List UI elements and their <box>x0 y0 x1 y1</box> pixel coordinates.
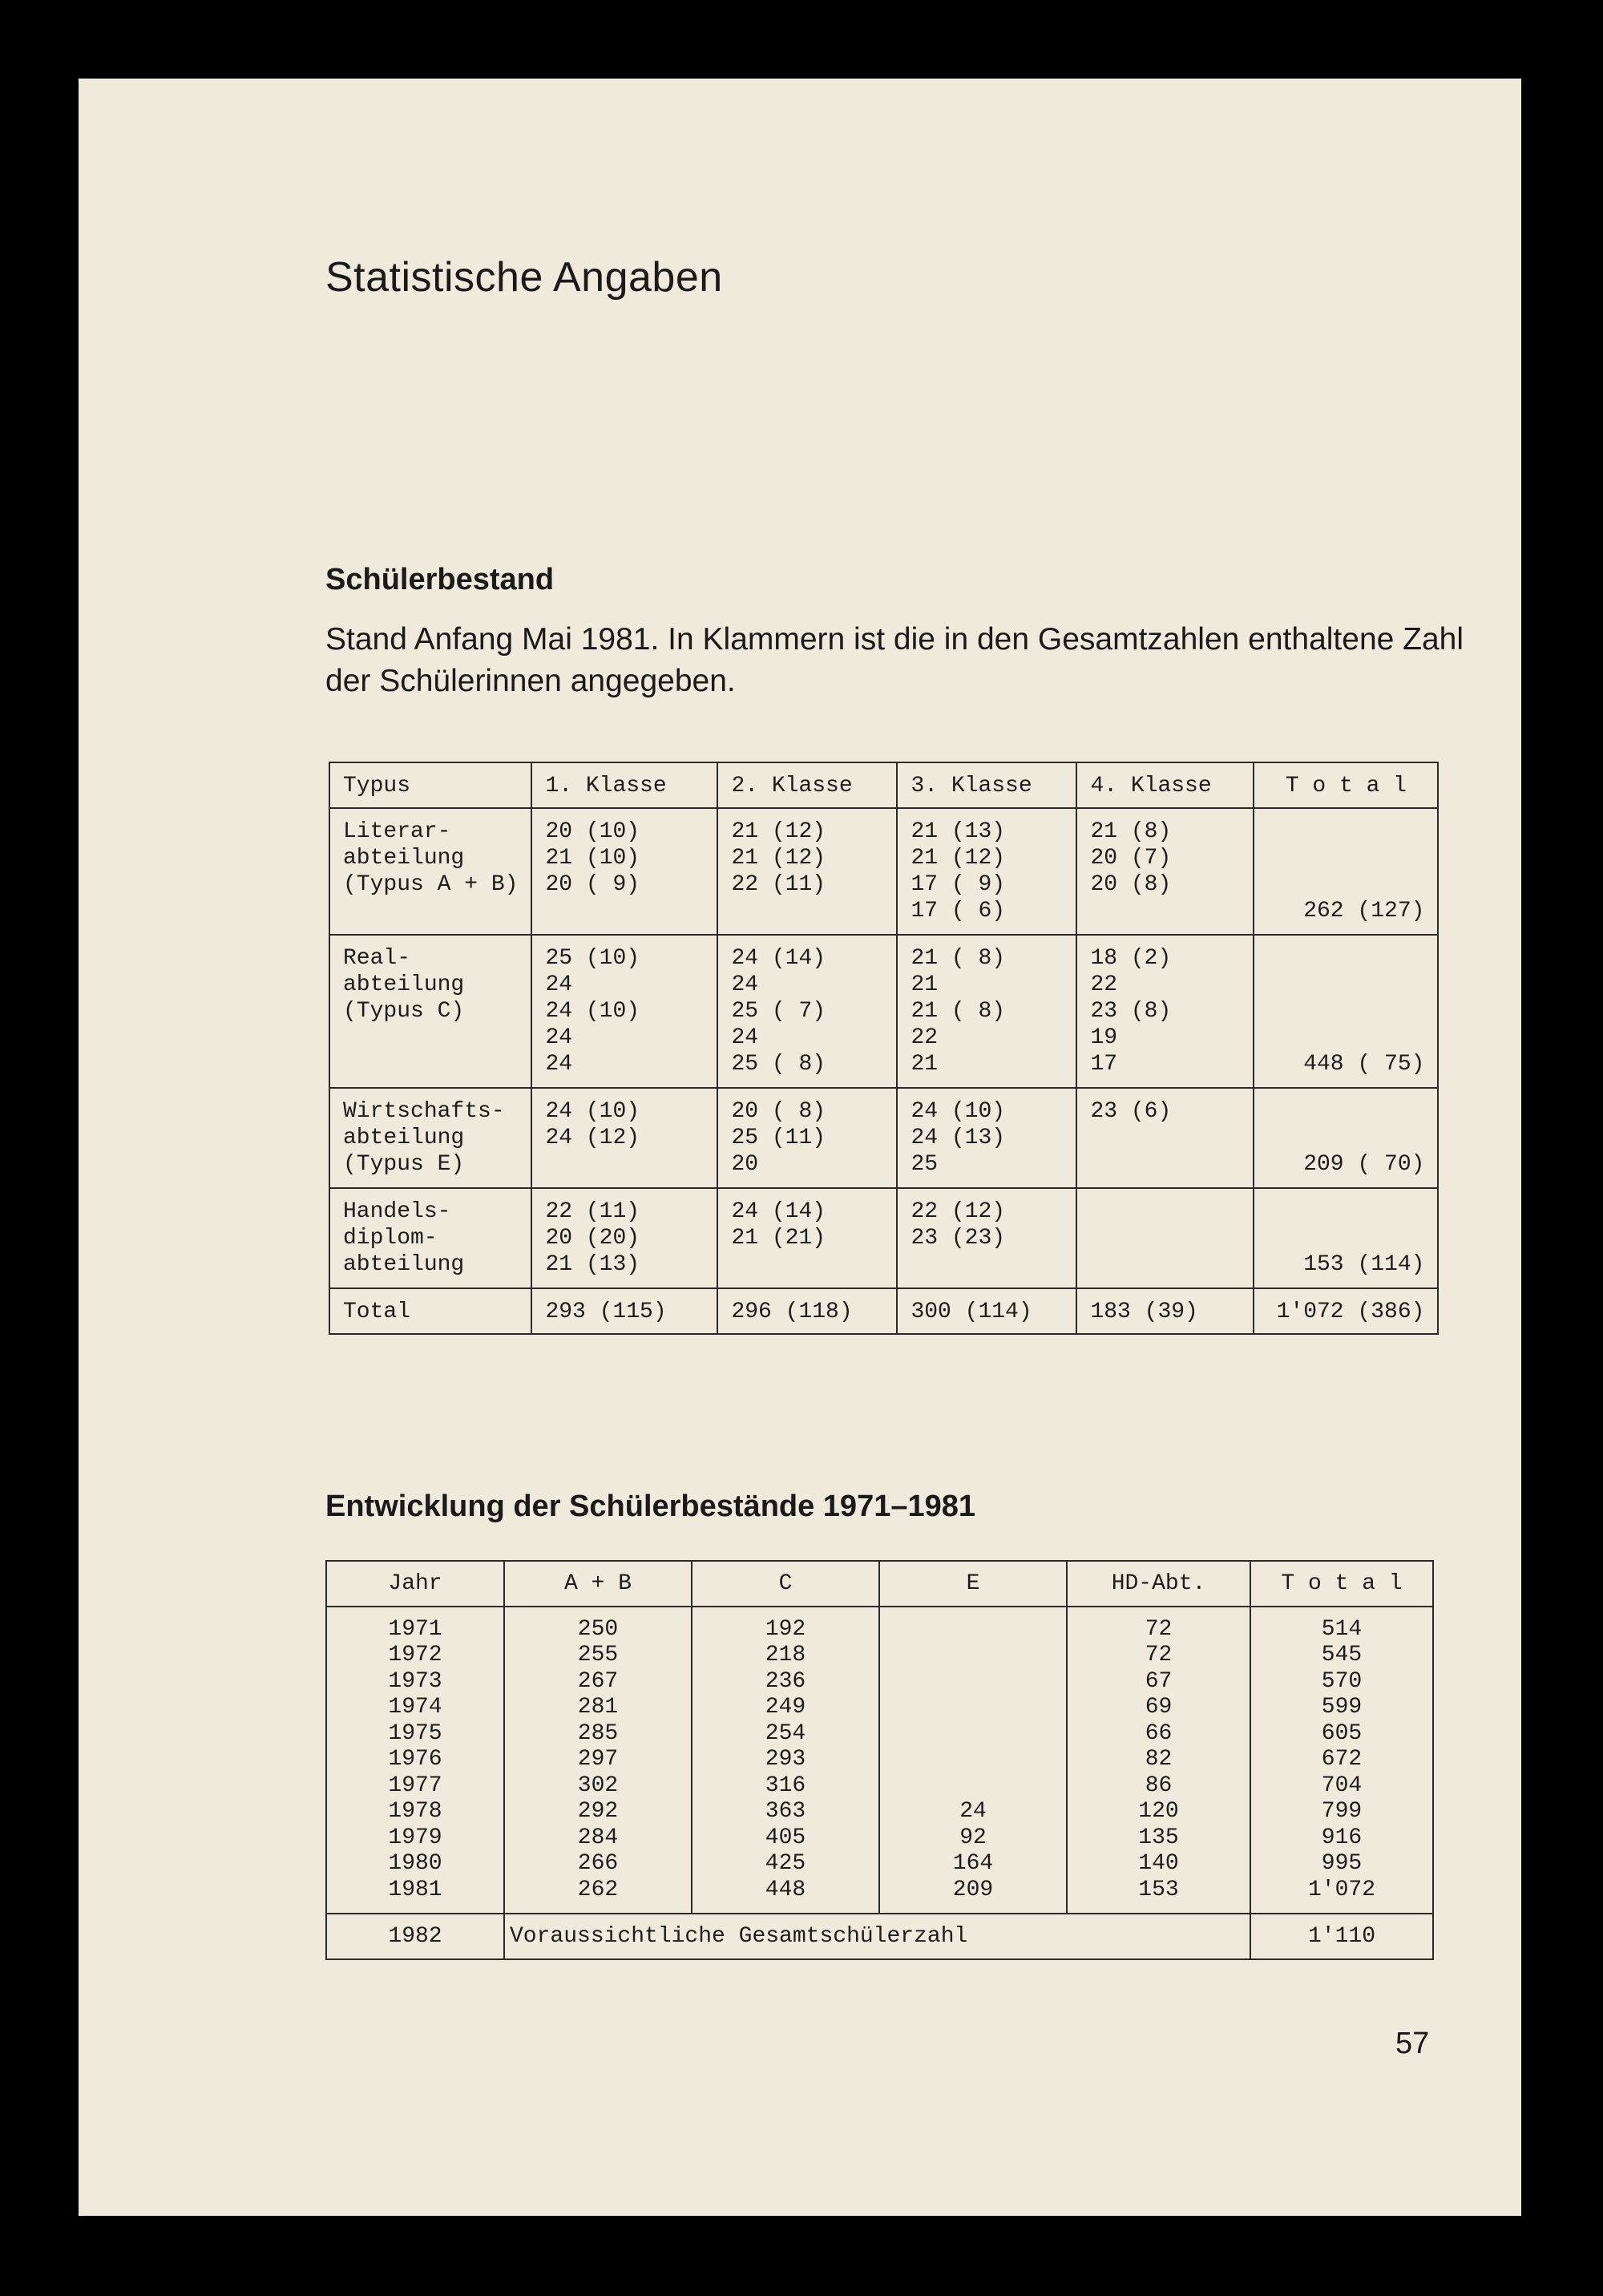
cell-line: 24 <box>731 972 759 997</box>
cell-line: 24 <box>545 972 573 997</box>
cell-line: 24 (14) <box>731 1199 826 1224</box>
cell-line: abteilung <box>343 1126 465 1150</box>
group-total-cell: 209 ( 70) <box>1303 1152 1425 1177</box>
table-cell: 262 <box>577 1877 619 1902</box>
cell-line: 20 (8) <box>1090 872 1172 897</box>
cell-line: 24 (13) <box>911 1126 1006 1150</box>
table-cell: 72 <box>1145 1643 1173 1667</box>
group-total-cell: 153 (114) <box>1303 1252 1425 1277</box>
table-total-row <box>329 1288 1438 1334</box>
schuelerbestand-table <box>329 762 1439 1335</box>
table-cell <box>893 1721 1053 1748</box>
cell-line: 21 (10) <box>545 846 640 871</box>
column-header: Jahr <box>388 1571 442 1596</box>
cell-line: Literar- <box>343 819 451 844</box>
page-title: Statistische Angaben <box>325 254 723 301</box>
table-cell <box>532 1089 717 1161</box>
cell-line: 21 (8) <box>1090 819 1172 844</box>
table-cell: 1'072 (386) <box>1276 1300 1425 1324</box>
cell-line: 22 <box>911 1025 939 1050</box>
table-row <box>329 935 1438 1088</box>
table-row <box>329 808 1438 935</box>
typus-cell <box>330 1189 531 1287</box>
cell-line: 25 <box>911 1152 939 1177</box>
table-cell: 405 <box>765 1825 806 1850</box>
cell-line: Handels- <box>343 1199 451 1224</box>
table-cell <box>898 809 1076 934</box>
table-cell: 1980 <box>388 1851 442 1876</box>
table-cell: 363 <box>765 1799 806 1824</box>
table-cell: 266 <box>577 1851 619 1876</box>
cell-line: Real- <box>343 946 411 971</box>
table-cell <box>1077 1189 1253 1208</box>
cell-line: 23 (8) <box>1090 999 1172 1024</box>
table-cell: 293 <box>765 1747 806 1772</box>
cell-line: 20 ( 9) <box>545 872 640 897</box>
table-cell: 297 <box>577 1747 619 1772</box>
table-cell: 1973 <box>388 1668 442 1694</box>
table-cell <box>898 1189 1076 1261</box>
table-cell: 66 <box>1145 1720 1173 1746</box>
table-cell: 1974 <box>388 1695 442 1720</box>
table-cell: 514 <box>1321 1616 1363 1642</box>
table-cell: 86 <box>1145 1773 1173 1798</box>
forecast-year: 1982 <box>388 1924 442 1949</box>
table-cell <box>532 936 717 1087</box>
table-cell: 1971 <box>388 1616 442 1642</box>
cell-line: 17 <box>1090 1052 1118 1077</box>
forecast-row <box>326 1914 1433 1959</box>
cell-line: 18 (2) <box>1090 946 1172 971</box>
ab-column <box>505 1607 691 1914</box>
page <box>79 79 1521 2216</box>
cell-line: 21 (13) <box>545 1252 640 1277</box>
column-header: C <box>778 1571 793 1596</box>
column-header: 2. Klasse <box>731 774 853 798</box>
cell-line: 25 ( 7) <box>731 999 826 1024</box>
cell-line: 24 <box>545 1025 573 1050</box>
cell-line: 24 <box>545 1052 573 1077</box>
table-header-row <box>329 762 1438 808</box>
cell-line: 20 (10) <box>545 819 640 844</box>
typus-cell <box>330 1089 531 1187</box>
table-cell: 704 <box>1321 1773 1363 1798</box>
table-cell: 292 <box>577 1799 619 1824</box>
cell-line: abteilung <box>343 1252 465 1277</box>
table-cell <box>718 936 896 1087</box>
table-cell: 296 (118) <box>731 1300 853 1324</box>
table-cell: 67 <box>1145 1668 1173 1694</box>
table-cell: 1979 <box>388 1825 442 1850</box>
table-cell: 1981 <box>388 1877 442 1902</box>
table-cell: 236 <box>765 1668 806 1694</box>
column-header: T o t a l <box>1285 774 1407 798</box>
cell-line: 24 (14) <box>731 946 826 971</box>
cell-line: 24 (10) <box>545 999 640 1024</box>
table-cell: 120 <box>1138 1799 1179 1824</box>
table-cell <box>1077 936 1253 1087</box>
cell-line: Wirtschafts- <box>343 1099 505 1124</box>
table-cell <box>893 1617 1053 1643</box>
table-cell <box>893 1669 1053 1696</box>
table-cell: 254 <box>765 1720 806 1746</box>
cell-line: 17 ( 9) <box>911 872 1006 897</box>
forecast-label: Voraussichtliche Gesamtschülerzahl <box>510 1924 968 1949</box>
table-cell <box>718 1189 896 1261</box>
table-cell: 250 <box>577 1616 619 1642</box>
table-cell: 69 <box>1145 1695 1173 1720</box>
cell-line: 24 <box>731 1025 759 1050</box>
table-cell <box>1077 1089 1253 1134</box>
table-cell: 92 <box>959 1825 987 1850</box>
table-cell: 218 <box>765 1643 806 1667</box>
entwicklung-table <box>325 1560 1434 1960</box>
table-cell: 1977 <box>388 1773 442 1798</box>
table-cell: 605 <box>1321 1720 1363 1746</box>
table-cell: 140 <box>1138 1851 1179 1876</box>
cell-line: 22 (12) <box>911 1199 1006 1224</box>
table-cell: 285 <box>577 1720 619 1746</box>
cell-line: 21 (12) <box>911 846 1006 871</box>
table-cell: 672 <box>1321 1747 1363 1772</box>
table-cell: 72 <box>1145 1616 1173 1642</box>
table-cell <box>893 1773 1053 1800</box>
table-cell <box>893 1695 1053 1721</box>
table-cell: 293 (115) <box>545 1300 667 1324</box>
cell-line: 23 (6) <box>1090 1099 1172 1124</box>
typus-cell <box>330 936 531 1034</box>
table-cell <box>898 1089 1076 1187</box>
column-header: 1. Klasse <box>545 774 667 798</box>
table-cell: 316 <box>765 1773 806 1798</box>
table-cell: 570 <box>1321 1668 1363 1694</box>
cell-line: (Typus E) <box>343 1152 465 1177</box>
table-cell <box>1077 809 1253 907</box>
section-heading-schuelerbestand: Schülerbestand <box>325 563 555 596</box>
cell-line: abteilung <box>343 846 465 871</box>
table-cell: 300 (114) <box>911 1300 1032 1324</box>
forecast-value: 1'110 <box>1307 1924 1375 1949</box>
table-cell: 249 <box>765 1695 806 1720</box>
table-cell: 916 <box>1321 1825 1363 1850</box>
typus-cell <box>330 809 531 907</box>
cell-line: 17 ( 6) <box>911 899 1006 924</box>
table-cell: 1976 <box>388 1747 442 1772</box>
cell-line: (Typus C) <box>343 999 465 1024</box>
table-cell: 267 <box>577 1668 619 1694</box>
cell-line: abteilung <box>343 972 465 997</box>
cell-line: 22 <box>1090 972 1118 997</box>
e-column <box>880 1607 1066 1914</box>
cell-line: 23 (23) <box>911 1226 1006 1251</box>
column-header: A + B <box>563 1571 632 1596</box>
table-cell: 209 <box>952 1877 994 1902</box>
cell-line: 21 (21) <box>731 1226 826 1251</box>
cell-line: 25 (11) <box>731 1126 826 1150</box>
table-cell: 302 <box>577 1773 619 1798</box>
table-header-row <box>326 1561 1433 1607</box>
intro-text: Stand Anfang Mai 1981. In Klammern ist die in den Gesamtzahlen enthaltene Zahl der Schülerinnen angegeben. <box>325 622 1464 698</box>
table-cell: 255 <box>577 1643 619 1667</box>
group-total-cell: 262 (127) <box>1303 899 1425 924</box>
cell-line: 20 (7) <box>1090 846 1172 871</box>
table-cell: 448 <box>765 1877 806 1902</box>
table-cell: 1'072 <box>1307 1877 1375 1902</box>
table-cell: 425 <box>765 1851 806 1876</box>
total-column <box>1251 1607 1432 1914</box>
cell-line: 25 ( 8) <box>731 1052 826 1077</box>
table-cell: 281 <box>577 1695 619 1720</box>
cell-line: 21 <box>911 1052 939 1077</box>
column-header: HD-Abt. <box>1111 1571 1206 1596</box>
column-header: Typus <box>343 774 411 798</box>
cell-line: 21 (12) <box>731 846 826 871</box>
table-cell <box>893 1643 1053 1669</box>
cell-line: 20 (20) <box>545 1226 640 1251</box>
cell-line: 21 (12) <box>731 819 826 844</box>
cell-line: 22 (11) <box>545 1199 640 1224</box>
cell-line: (Typus A + B) <box>343 872 519 897</box>
cell-line: 21 ( 8) <box>911 999 1006 1024</box>
cell-line: 21 (13) <box>911 819 1006 844</box>
table-cell: 24 <box>959 1799 987 1824</box>
c-column <box>692 1607 878 1914</box>
cell-line: 21 ( 8) <box>911 946 1006 971</box>
cell-line: 19 <box>1090 1025 1118 1050</box>
cell-line: 24 (12) <box>545 1126 640 1150</box>
table-cell: 995 <box>1321 1851 1363 1876</box>
table-row <box>329 1088 1438 1188</box>
table-cell <box>898 936 1076 1087</box>
cell-line: 22 (11) <box>731 872 826 897</box>
table-row <box>329 1188 1438 1288</box>
table-cell: 192 <box>765 1616 806 1642</box>
cell-line: diplom- <box>343 1226 438 1251</box>
table-cell <box>893 1747 1053 1773</box>
table-cell: 183 (39) <box>1090 1300 1198 1324</box>
table-cell <box>532 809 717 907</box>
table-cell: 82 <box>1145 1747 1173 1772</box>
cell-line: 20 <box>731 1152 759 1177</box>
group-total-cell: 448 ( 75) <box>1303 1052 1425 1077</box>
cell-line: 21 <box>911 972 939 997</box>
cell-line: 24 (10) <box>911 1099 1006 1124</box>
column-header: T o t a l <box>1281 1571 1403 1596</box>
table-cell <box>718 1089 896 1187</box>
hd-column <box>1068 1607 1250 1914</box>
cell-line: 20 ( 8) <box>731 1099 826 1124</box>
year-column <box>327 1607 503 1914</box>
total-label: Total <box>343 1300 411 1324</box>
page-number: 57 <box>1395 2027 1430 2060</box>
column-header: E <box>966 1571 980 1596</box>
table-cell: 1978 <box>388 1799 442 1824</box>
table-cell: 1975 <box>388 1720 442 1746</box>
cell-line: 24 (10) <box>545 1099 640 1124</box>
table-row <box>326 1607 1433 1914</box>
table-cell: 1972 <box>388 1643 442 1667</box>
section-heading-entwicklung: Entwicklung der Schülerbestände 1971–1981 <box>325 1490 976 1523</box>
table-cell: 164 <box>952 1851 994 1876</box>
table-cell: 153 <box>1138 1877 1179 1902</box>
table-cell <box>532 1189 717 1287</box>
table-cell: 799 <box>1321 1799 1363 1824</box>
table-cell <box>718 809 896 907</box>
column-header: 4. Klasse <box>1090 774 1212 798</box>
table-cell: 599 <box>1321 1695 1363 1720</box>
table-cell: 284 <box>577 1825 619 1850</box>
column-header: 3. Klasse <box>911 774 1032 798</box>
cell-line: 25 (10) <box>545 946 640 971</box>
table-cell: 545 <box>1321 1643 1363 1667</box>
table-cell: 135 <box>1138 1825 1179 1850</box>
